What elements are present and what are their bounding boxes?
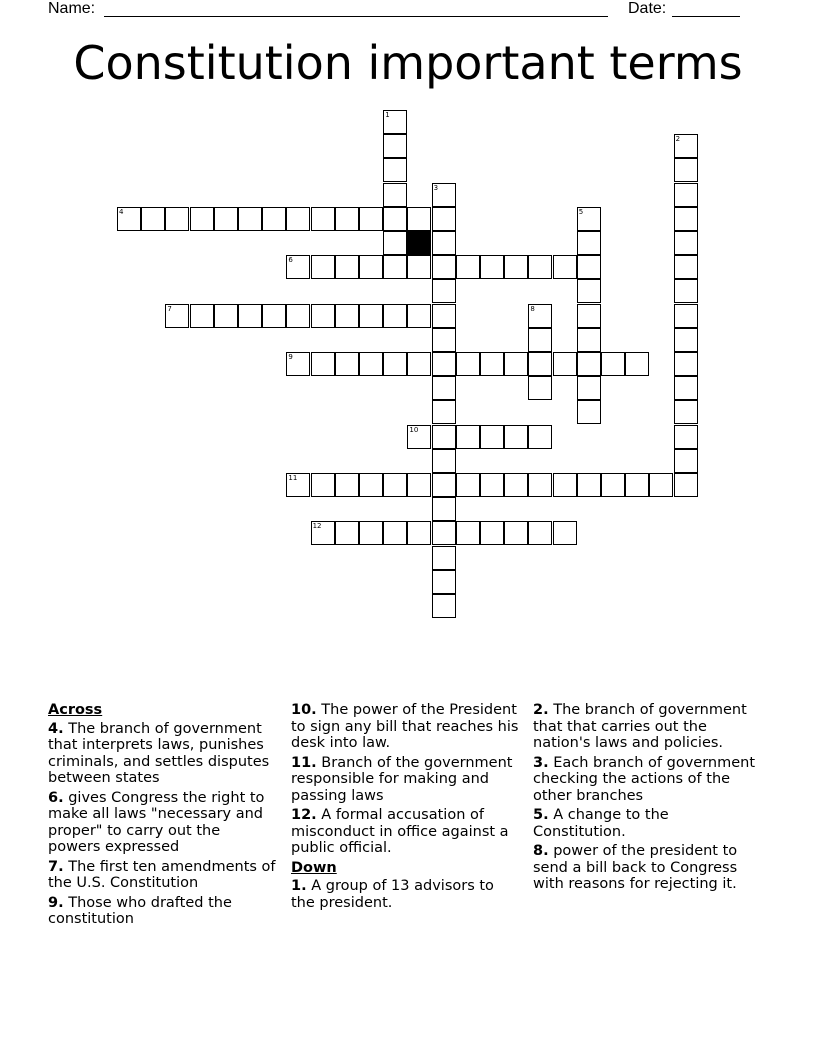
grid-cell[interactable] bbox=[383, 231, 407, 255]
grid-cell[interactable] bbox=[601, 473, 625, 497]
clue-across-12 bbox=[291, 807, 519, 857]
grid-cell[interactable] bbox=[359, 207, 383, 231]
clue-text: Each branch of government checking the actions of the other branches bbox=[533, 754, 756, 804]
grid-cell[interactable] bbox=[359, 473, 383, 497]
grid-cell[interactable] bbox=[504, 521, 528, 545]
grid-cell[interactable] bbox=[649, 473, 673, 497]
grid-cell[interactable] bbox=[528, 328, 552, 352]
grid-cell[interactable] bbox=[504, 473, 528, 497]
grid-cell[interactable] bbox=[577, 328, 601, 352]
grid-cell[interactable] bbox=[528, 521, 552, 545]
grid-cell[interactable] bbox=[383, 158, 407, 182]
cell-number: 1 bbox=[385, 111, 390, 119]
cell-number: 9 bbox=[288, 353, 293, 361]
grid-cell[interactable] bbox=[432, 570, 456, 594]
grid-cell[interactable] bbox=[432, 521, 456, 545]
clue-across-6 bbox=[48, 790, 276, 856]
grid-cell[interactable] bbox=[335, 255, 359, 279]
grid-cell[interactable] bbox=[553, 255, 577, 279]
grid-cell[interactable] bbox=[577, 304, 601, 328]
clue-text: A formal accusation of misconduct in office against a public official. bbox=[291, 807, 509, 856]
clue-down-8 bbox=[533, 843, 761, 893]
grid-cell[interactable] bbox=[432, 352, 456, 376]
grid-cell[interactable] bbox=[528, 425, 552, 449]
grid-cell[interactable] bbox=[674, 207, 698, 231]
grid-cell[interactable] bbox=[286, 473, 310, 497]
grid-cell[interactable] bbox=[432, 255, 456, 279]
grid-cell[interactable] bbox=[577, 231, 601, 255]
grid-cell[interactable] bbox=[674, 473, 698, 497]
grid-cell[interactable] bbox=[674, 255, 698, 279]
grid-cell[interactable] bbox=[504, 352, 528, 376]
grid-cell[interactable] bbox=[286, 304, 310, 328]
grid-cell[interactable] bbox=[383, 183, 407, 207]
grid-cell[interactable] bbox=[601, 352, 625, 376]
grid-cell[interactable] bbox=[335, 207, 359, 231]
grid-cell[interactable] bbox=[407, 255, 431, 279]
grid-cell[interactable] bbox=[577, 207, 601, 231]
grid-cell[interactable] bbox=[553, 521, 577, 545]
clues-column-2 bbox=[291, 702, 519, 914]
grid-cell[interactable] bbox=[359, 304, 383, 328]
cell-number: 7 bbox=[167, 304, 172, 313]
grid-cell[interactable] bbox=[383, 110, 407, 134]
grid-cell[interactable] bbox=[117, 207, 141, 231]
name-label: Name: bbox=[48, 0, 96, 17]
cell-number: 6 bbox=[288, 256, 293, 265]
grid-cell[interactable] bbox=[674, 376, 698, 400]
grid-cell[interactable] bbox=[432, 425, 456, 449]
grid-cell[interactable] bbox=[577, 400, 601, 424]
grid-cell[interactable] bbox=[674, 449, 698, 473]
grid-cell[interactable] bbox=[383, 207, 407, 231]
clue-number: 12. bbox=[291, 807, 317, 823]
grid-cell[interactable] bbox=[456, 473, 480, 497]
clue-number: 9. bbox=[48, 894, 64, 911]
grid-cell[interactable] bbox=[383, 134, 407, 158]
cell-number: 12 bbox=[312, 522, 322, 531]
grid-cell[interactable] bbox=[141, 207, 165, 231]
grid-cell[interactable] bbox=[528, 255, 552, 279]
clue-number: 7. bbox=[48, 858, 64, 875]
grid-cell[interactable] bbox=[335, 304, 359, 328]
grid-cell[interactable] bbox=[262, 304, 286, 328]
clue-number: 4. bbox=[48, 720, 64, 737]
grid-cell[interactable] bbox=[359, 521, 383, 545]
clue-down-5 bbox=[533, 807, 761, 840]
grid-cell[interactable] bbox=[238, 207, 262, 231]
grid-cell[interactable] bbox=[286, 352, 310, 376]
grid-cell[interactable] bbox=[432, 279, 456, 303]
grid-cell[interactable] bbox=[674, 352, 698, 376]
grid-cell[interactable] bbox=[432, 546, 456, 570]
grid-cell[interactable] bbox=[480, 521, 504, 545]
cell-number: 2 bbox=[675, 135, 681, 144]
clue-number: 5. bbox=[533, 807, 549, 823]
clue-number: 1. bbox=[291, 878, 307, 894]
cell-number: 4 bbox=[119, 207, 124, 216]
clue-down-1 bbox=[291, 878, 519, 911]
cell-number: 3 bbox=[433, 183, 439, 192]
grid-cell[interactable] bbox=[165, 304, 189, 328]
page-title: Constitution important terms bbox=[73, 36, 743, 90]
clue-across-9 bbox=[48, 895, 276, 928]
grid-cell[interactable] bbox=[214, 207, 238, 231]
grid-cell[interactable] bbox=[432, 328, 456, 352]
down-heading: Down bbox=[291, 859, 337, 876]
grid-cell[interactable] bbox=[480, 255, 504, 279]
clue-across-10 bbox=[291, 702, 519, 752]
grid-cell[interactable] bbox=[262, 207, 286, 231]
grid-cell[interactable] bbox=[432, 594, 456, 618]
grid-cell[interactable] bbox=[577, 352, 601, 376]
date-label: Date: bbox=[628, 0, 667, 17]
grid-cell[interactable] bbox=[407, 425, 431, 449]
grid-cell[interactable] bbox=[674, 231, 698, 255]
grid-cell[interactable] bbox=[674, 158, 698, 182]
grid-cell[interactable] bbox=[528, 304, 552, 328]
clues-column-1 bbox=[48, 702, 276, 931]
across-heading: Across bbox=[48, 702, 103, 718]
grid-cell[interactable] bbox=[456, 352, 480, 376]
grid-cell[interactable] bbox=[625, 352, 649, 376]
clue-number: 2. bbox=[533, 702, 549, 718]
grid-cell[interactable] bbox=[311, 352, 335, 376]
clue-down-3 bbox=[533, 755, 761, 805]
grid-cell[interactable] bbox=[238, 304, 262, 328]
grid-cell[interactable] bbox=[407, 352, 431, 376]
grid-cell[interactable] bbox=[335, 352, 359, 376]
grid-cell[interactable] bbox=[553, 352, 577, 376]
grid-cell[interactable] bbox=[456, 521, 480, 545]
grid-cell[interactable] bbox=[311, 473, 335, 497]
grid-cell[interactable] bbox=[214, 304, 238, 328]
grid-cell[interactable] bbox=[504, 255, 528, 279]
clue-text: A change to the Constitution. bbox=[533, 807, 669, 840]
grid-cell[interactable] bbox=[577, 376, 601, 400]
grid-cell[interactable] bbox=[674, 425, 698, 449]
cell-number: 10 bbox=[409, 425, 419, 434]
grid-cell[interactable] bbox=[286, 207, 310, 231]
grid-cell[interactable] bbox=[311, 207, 335, 231]
grid-cell[interactable] bbox=[674, 328, 698, 352]
grid-cell[interactable] bbox=[432, 449, 456, 473]
grid-cell[interactable] bbox=[359, 255, 383, 279]
grid-cell[interactable] bbox=[165, 207, 189, 231]
grid-cell[interactable] bbox=[432, 497, 456, 521]
clue-text: The power of the President to sign any bill that reaches his desk into law. bbox=[291, 702, 519, 751]
grid-cell[interactable] bbox=[480, 473, 504, 497]
grid-cell[interactable] bbox=[383, 255, 407, 279]
grid-cell[interactable] bbox=[383, 304, 407, 328]
black-cell bbox=[407, 231, 431, 255]
clue-across-11 bbox=[291, 755, 519, 805]
grid-cell[interactable] bbox=[480, 425, 504, 449]
clue-number: 3. bbox=[533, 754, 549, 771]
grid-cell[interactable] bbox=[480, 352, 504, 376]
grid-cell[interactable] bbox=[528, 352, 552, 376]
grid-cell[interactable] bbox=[359, 352, 383, 376]
grid-cell[interactable] bbox=[432, 400, 456, 424]
clue-number: 11. bbox=[291, 754, 317, 771]
grid-cell[interactable] bbox=[383, 473, 407, 497]
clue-number: 8. bbox=[533, 843, 549, 859]
grid-cell[interactable] bbox=[577, 279, 601, 303]
clue-text: gives Congress the right to make all laws "necessary and proper" to carry out the powers expressed bbox=[48, 789, 265, 855]
cell-number: 5 bbox=[578, 207, 584, 216]
cell-number: 11 bbox=[288, 474, 298, 482]
grid-cell[interactable] bbox=[674, 183, 698, 207]
clue-across-7 bbox=[48, 859, 276, 892]
clue-number: 10. bbox=[291, 702, 317, 718]
grid-cell[interactable] bbox=[383, 521, 407, 545]
grid-cell[interactable] bbox=[432, 231, 456, 255]
clue-text: power of the president to send a bill back to Congress with reasons for rejecting it. bbox=[533, 843, 738, 892]
grid-cell[interactable] bbox=[383, 352, 407, 376]
clue-text: The branch of government that interprets laws, punishes criminals, and settles disputes between states bbox=[48, 720, 270, 786]
grid-cell[interactable] bbox=[432, 207, 456, 231]
grid-cell[interactable] bbox=[625, 473, 649, 497]
clue-text: Branch of the government responsible for making and passing laws bbox=[291, 754, 513, 804]
clues-column-3 bbox=[533, 702, 761, 896]
grid-cell[interactable] bbox=[407, 207, 431, 231]
grid-cell[interactable] bbox=[407, 521, 431, 545]
grid-cell[interactable] bbox=[553, 473, 577, 497]
grid-cell[interactable] bbox=[311, 304, 335, 328]
clue-text: The branch of government that that carries out the nation's laws and policies. bbox=[533, 702, 747, 751]
clue-text: A group of 13 advisors to the president. bbox=[291, 878, 494, 911]
clue-across-4 bbox=[48, 721, 276, 787]
grid-cell[interactable] bbox=[577, 255, 601, 279]
grid-cell[interactable] bbox=[528, 473, 552, 497]
grid-cell[interactable] bbox=[674, 279, 698, 303]
grid-cell[interactable] bbox=[674, 134, 698, 158]
grid-cell[interactable] bbox=[335, 473, 359, 497]
clue-text: The first ten amendments of the U.S. Constitution bbox=[48, 858, 276, 891]
clue-down-2 bbox=[533, 702, 761, 752]
grid-cell[interactable] bbox=[432, 473, 456, 497]
grid-cell[interactable] bbox=[286, 255, 310, 279]
grid-cell[interactable] bbox=[190, 304, 214, 328]
clue-text: Those who drafted the constitution bbox=[48, 894, 232, 927]
grid-cell[interactable] bbox=[456, 425, 480, 449]
grid-cell[interactable] bbox=[190, 207, 214, 231]
grid-cell[interactable] bbox=[311, 255, 335, 279]
grid-cell[interactable] bbox=[407, 304, 431, 328]
grid-cell[interactable] bbox=[335, 521, 359, 545]
grid-cell[interactable] bbox=[432, 304, 456, 328]
grid-cell[interactable] bbox=[432, 376, 456, 400]
grid-cell[interactable] bbox=[504, 425, 528, 449]
grid-cell[interactable] bbox=[311, 521, 335, 545]
grid-cell[interactable] bbox=[407, 473, 431, 497]
grid-cell[interactable] bbox=[674, 304, 698, 328]
grid-cell[interactable] bbox=[674, 400, 698, 424]
grid-cell[interactable] bbox=[528, 376, 552, 400]
grid-cell[interactable] bbox=[456, 255, 480, 279]
grid-cell[interactable] bbox=[577, 473, 601, 497]
cell-number: 8 bbox=[530, 304, 535, 313]
grid-cell[interactable] bbox=[432, 183, 456, 207]
clue-number: 6. bbox=[48, 789, 64, 806]
